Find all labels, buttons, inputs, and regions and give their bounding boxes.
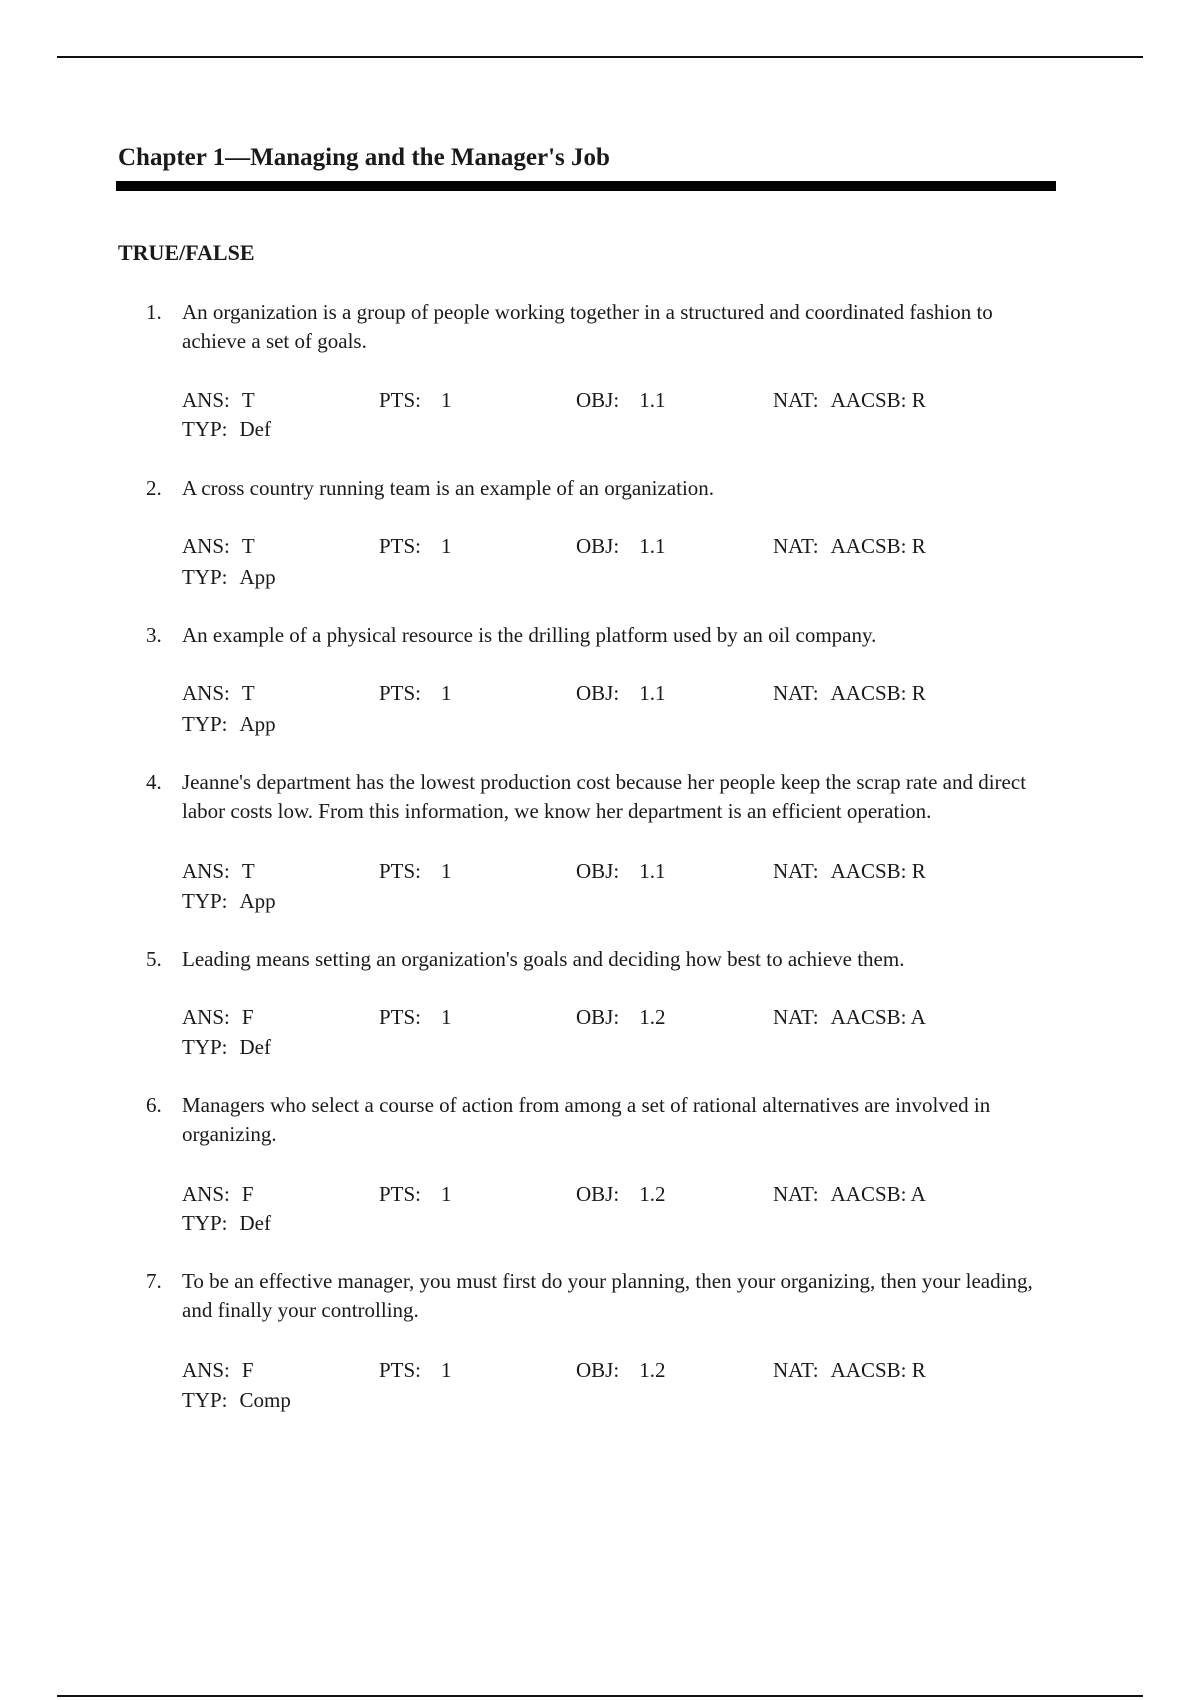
answer-row-3 bbox=[0, 679, 1200, 708]
pts-label: PTS: bbox=[379, 534, 422, 558]
typ-cell bbox=[182, 887, 276, 916]
ans-value: F bbox=[241, 1182, 254, 1206]
obj-cell bbox=[576, 679, 665, 708]
ans-value: F bbox=[241, 1005, 254, 1029]
typ-value: Comp bbox=[239, 1388, 291, 1412]
pts-cell bbox=[379, 1356, 452, 1385]
pts-value: 1 bbox=[441, 1182, 452, 1206]
obj-label: OBJ: bbox=[576, 534, 620, 558]
question-text: Managers who select a course of action from among a set of rational alternatives are involved in organizing. bbox=[182, 1093, 991, 1146]
nat-cell bbox=[773, 1003, 926, 1032]
nat-label: NAT: bbox=[773, 1358, 819, 1382]
typ-row-3 bbox=[0, 710, 1200, 739]
ans-label: ANS: bbox=[182, 1358, 230, 1382]
obj-value: 1.2 bbox=[639, 1005, 666, 1029]
answer-row-4 bbox=[0, 857, 1200, 886]
nat-cell bbox=[773, 532, 926, 561]
nat-value: AACSB: R bbox=[830, 681, 926, 705]
pts-cell bbox=[379, 532, 452, 561]
question-number: 1. bbox=[146, 300, 162, 324]
typ-cell bbox=[182, 1386, 291, 1415]
obj-cell bbox=[576, 857, 665, 886]
ans-cell bbox=[182, 679, 255, 708]
top-rule bbox=[57, 56, 1143, 58]
ans-value: T bbox=[241, 388, 255, 412]
question-text: An example of a physical resource is the drilling platform used by an oil company. bbox=[182, 623, 877, 647]
obj-label: OBJ: bbox=[576, 388, 620, 412]
pts-label: PTS: bbox=[379, 1005, 422, 1029]
typ-row-7 bbox=[0, 1386, 1200, 1415]
question-text: An organization is a group of people working together in a structured and coordinated fashion to achieve a set of goals. bbox=[182, 300, 993, 353]
answer-row-1 bbox=[0, 386, 1200, 415]
title-underline-bar bbox=[116, 181, 1056, 191]
nat-cell bbox=[773, 679, 926, 708]
nat-label: NAT: bbox=[773, 681, 819, 705]
question-text: Jeanne's department has the lowest production cost because her people keep the scrap rate and direct labor costs low. From this information, we know her department is an efficient operation. bbox=[182, 770, 1027, 823]
typ-label: TYP: bbox=[182, 565, 228, 589]
typ-row-1 bbox=[0, 415, 1200, 444]
pts-value: 1 bbox=[441, 388, 452, 412]
typ-label: TYP: bbox=[182, 712, 228, 736]
pts-cell bbox=[379, 386, 452, 415]
answer-row-6 bbox=[0, 1180, 1200, 1209]
question-number: 5. bbox=[146, 947, 162, 971]
nat-value: AACSB: R bbox=[830, 534, 926, 558]
question-number: 7. bbox=[146, 1269, 162, 1293]
pts-label: PTS: bbox=[379, 859, 422, 883]
nat-cell bbox=[773, 1356, 926, 1385]
pts-value: 1 bbox=[441, 1005, 452, 1029]
obj-label: OBJ: bbox=[576, 1358, 620, 1382]
ans-label: ANS: bbox=[182, 388, 230, 412]
answer-row-2 bbox=[0, 532, 1200, 561]
pts-label: PTS: bbox=[379, 1182, 422, 1206]
obj-label: OBJ: bbox=[576, 1182, 620, 1206]
pts-cell bbox=[379, 1180, 452, 1209]
ans-cell bbox=[182, 1356, 254, 1385]
obj-value: 1.1 bbox=[639, 534, 666, 558]
typ-value: Def bbox=[239, 1211, 271, 1235]
obj-label: OBJ: bbox=[576, 1005, 620, 1029]
nat-cell bbox=[773, 386, 926, 415]
obj-label: OBJ: bbox=[576, 859, 620, 883]
ans-label: ANS: bbox=[182, 859, 230, 883]
typ-label: TYP: bbox=[182, 1211, 228, 1235]
ans-value: F bbox=[241, 1358, 254, 1382]
typ-label: TYP: bbox=[182, 417, 228, 441]
obj-label: OBJ: bbox=[576, 681, 620, 705]
typ-value: App bbox=[239, 712, 276, 736]
ans-cell bbox=[182, 1003, 254, 1032]
pts-value: 1 bbox=[441, 534, 452, 558]
nat-value: AACSB: A bbox=[830, 1182, 926, 1206]
nat-label: NAT: bbox=[773, 1182, 819, 1206]
pts-label: PTS: bbox=[379, 681, 422, 705]
ans-value: T bbox=[241, 681, 255, 705]
obj-cell bbox=[576, 532, 665, 561]
typ-label: TYP: bbox=[182, 1388, 228, 1412]
ans-value: T bbox=[241, 859, 255, 883]
ans-value: T bbox=[241, 534, 255, 558]
typ-row-5 bbox=[0, 1033, 1200, 1062]
pts-value: 1 bbox=[441, 681, 452, 705]
question-number: 6. bbox=[146, 1093, 162, 1117]
typ-row-2 bbox=[0, 563, 1200, 592]
typ-cell bbox=[182, 710, 276, 739]
answer-row-5 bbox=[0, 1003, 1200, 1032]
typ-value: Def bbox=[239, 417, 271, 441]
nat-value: AACSB: R bbox=[830, 1358, 926, 1382]
nat-label: NAT: bbox=[773, 388, 819, 412]
typ-cell bbox=[182, 563, 276, 592]
typ-label: TYP: bbox=[182, 889, 228, 913]
typ-cell bbox=[182, 1209, 271, 1238]
typ-cell bbox=[182, 415, 271, 444]
ans-cell bbox=[182, 386, 255, 415]
obj-cell bbox=[576, 1003, 665, 1032]
pts-cell bbox=[379, 1003, 452, 1032]
obj-value: 1.1 bbox=[639, 388, 666, 412]
obj-value: 1.2 bbox=[639, 1182, 666, 1206]
pts-cell bbox=[379, 857, 452, 886]
pts-label: PTS: bbox=[379, 1358, 422, 1382]
nat-cell bbox=[773, 857, 926, 886]
bottom-rule bbox=[57, 1695, 1143, 1697]
chapter-title: Chapter 1—Managing and the Manager's Job bbox=[118, 144, 610, 171]
ans-label: ANS: bbox=[182, 681, 230, 705]
question-number: 2. bbox=[146, 476, 162, 500]
question-number: 4. bbox=[146, 770, 162, 794]
typ-value: App bbox=[239, 889, 276, 913]
typ-row-4 bbox=[0, 887, 1200, 916]
nat-label: NAT: bbox=[773, 1005, 819, 1029]
typ-cell bbox=[182, 1033, 271, 1062]
ans-label: ANS: bbox=[182, 1182, 230, 1206]
question-number: 3. bbox=[146, 623, 162, 647]
nat-value: AACSB: R bbox=[830, 388, 926, 412]
section-heading: TRUE/FALSE bbox=[118, 240, 255, 265]
obj-cell bbox=[576, 386, 665, 415]
obj-cell bbox=[576, 1180, 665, 1209]
question-text: To be an effective manager, you must first do your planning, then your organizing, then your leading, and finally your controlling. bbox=[182, 1269, 1033, 1322]
typ-value: App bbox=[239, 565, 276, 589]
nat-value: AACSB: A bbox=[830, 1005, 926, 1029]
typ-row-6 bbox=[0, 1209, 1200, 1238]
question-text: A cross country running team is an example of an organization. bbox=[182, 476, 715, 500]
nat-label: NAT: bbox=[773, 859, 819, 883]
nat-value: AACSB: R bbox=[830, 859, 926, 883]
pts-label: PTS: bbox=[379, 388, 422, 412]
typ-value: Def bbox=[239, 1035, 271, 1059]
pts-cell bbox=[379, 679, 452, 708]
pts-value: 1 bbox=[441, 859, 452, 883]
ans-cell bbox=[182, 857, 255, 886]
ans-cell bbox=[182, 1180, 254, 1209]
pts-value: 1 bbox=[441, 1358, 452, 1382]
ans-cell bbox=[182, 532, 255, 561]
question-text: Leading means setting an organization's goals and deciding how best to achieve them. bbox=[182, 947, 905, 971]
nat-cell bbox=[773, 1180, 926, 1209]
obj-value: 1.1 bbox=[639, 681, 666, 705]
obj-value: 1.2 bbox=[639, 1358, 666, 1382]
obj-cell bbox=[576, 1356, 665, 1385]
obj-value: 1.1 bbox=[639, 859, 666, 883]
ans-label: ANS: bbox=[182, 1005, 230, 1029]
typ-label: TYP: bbox=[182, 1035, 228, 1059]
answer-row-7 bbox=[0, 1356, 1200, 1385]
ans-label: ANS: bbox=[182, 534, 230, 558]
nat-label: NAT: bbox=[773, 534, 819, 558]
